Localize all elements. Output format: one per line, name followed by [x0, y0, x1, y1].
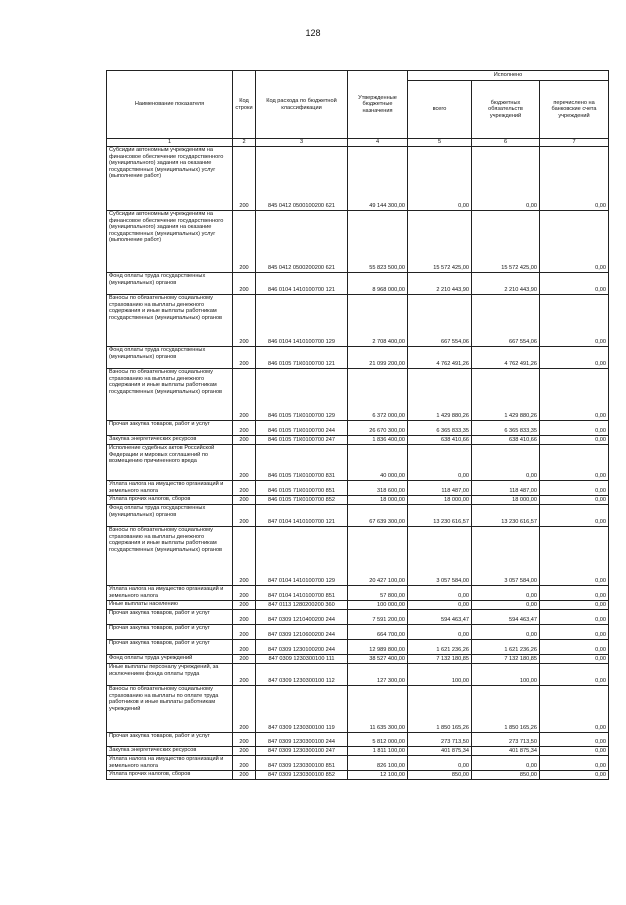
row-line-code-cell: 200: [233, 496, 256, 505]
row-transfers-cell: 0,00: [540, 505, 609, 527]
table-row: [107, 436, 609, 445]
row-total-cell: 0,00: [408, 586, 472, 601]
row-budget-code-cell: 847 0113 1280200200 360: [256, 601, 348, 610]
row-approved-cell: 20 427 100,00: [348, 527, 408, 586]
row-approved-cell: 55 823 500,00: [348, 211, 408, 273]
row-obligations-cell: 1 850 165,26: [472, 686, 540, 733]
row-name-cell: Взносы по обязательному социальному страхованию на выплаты денежного содержания и иные выплаты работникам государственных (муниципальных) органов: [107, 369, 233, 421]
page-number: 128: [305, 28, 321, 38]
row-total-cell: 6 365 833,35: [408, 421, 472, 436]
row-budget-code-cell: 847 0309 1230300100 119: [256, 686, 348, 733]
row-budget-code-cell: 847 0309 1230100200 244: [256, 640, 348, 655]
table-row: [107, 601, 609, 610]
row-name-cell: Закупка энергетических ресурсов: [107, 436, 233, 445]
row-obligations-cell: 18 000,00: [472, 496, 540, 505]
row-total-cell: 0,00: [408, 147, 472, 211]
row-approved-cell: 6 372 000,00: [348, 369, 408, 421]
row-budget-code-cell: 846 0105 71К0100700 851: [256, 481, 348, 496]
row-budget-code-cell: 847 0309 1230300100 112: [256, 664, 348, 686]
row-total-cell: 3 057 584,00: [408, 527, 472, 586]
row-name-cell: Иные выплаты населению: [107, 601, 233, 610]
row-line-code-cell: 200: [233, 586, 256, 601]
row-budget-code-cell: 847 0309 1230300100 852: [256, 771, 348, 780]
row-obligations-cell: 13 230 616,57: [472, 505, 540, 527]
table-row: [107, 496, 609, 505]
row-total-cell: 0,00: [408, 756, 472, 771]
row-name-cell: Взносы по обязательному социальному страхованию на выплаты денежного содержания и иные выплаты работникам государственных (муниципальных) органов: [107, 295, 233, 347]
row-name-cell: Фонд оплаты труда учреждений: [107, 655, 233, 664]
row-name-cell: Прочая закупка товаров, работ и услуг: [107, 610, 233, 625]
row-budget-code-cell: 847 0104 1410100700 121: [256, 505, 348, 527]
row-name-cell: Уплата налога на имущество организаций и земельного налога: [107, 586, 233, 601]
table-row: [107, 369, 609, 421]
row-line-code-cell: 200: [233, 505, 256, 527]
row-budget-code-cell: 847 0104 1410100700 129: [256, 527, 348, 586]
row-budget-code-cell: 846 0105 71К0100700 121: [256, 347, 348, 369]
header-name: Наименование показателя: [107, 71, 233, 139]
row-line-code-cell: 200: [233, 655, 256, 664]
row-transfers-cell: 0,00: [540, 610, 609, 625]
row-transfers-cell: 0,00: [540, 625, 609, 640]
row-line-code-cell: 200: [233, 601, 256, 610]
row-approved-cell: 49 144 300,00: [348, 147, 408, 211]
row-name-cell: Уплата налога на имущество организаций и земельного налога: [107, 481, 233, 496]
row-total-cell: 0,00: [408, 625, 472, 640]
column-number: 2: [233, 139, 256, 147]
column-number: 3: [256, 139, 348, 147]
row-line-code-cell: 200: [233, 610, 256, 625]
column-number: 1: [107, 139, 233, 147]
row-transfers-cell: 0,00: [540, 481, 609, 496]
row-budget-code-cell: 846 0105 71К0100700 831: [256, 445, 348, 481]
row-transfers-cell: 0,00: [540, 747, 609, 756]
row-name-cell: Уплата налога на имущество организаций и земельного налога: [107, 756, 233, 771]
row-line-code-cell: 200: [233, 747, 256, 756]
row-name-cell: Исполнение судебных актов Российской Федерации и мировых соглашений по возмещению причиненного вреда: [107, 445, 233, 481]
table-row: [107, 733, 609, 747]
row-obligations-cell: 1 621 236,26: [472, 640, 540, 655]
row-approved-cell: 18 000,00: [348, 496, 408, 505]
row-obligations-cell: 401 875,34: [472, 747, 540, 756]
row-name-cell: Прочая закупка товаров, работ и услуг: [107, 625, 233, 640]
row-name-cell: Закупка энергетических ресурсов: [107, 747, 233, 756]
row-transfers-cell: 0,00: [540, 147, 609, 211]
row-obligations-cell: 594 463,47: [472, 610, 540, 625]
table-row: [107, 686, 609, 733]
header-approved: Утвержденные бюджетные назначения: [348, 71, 408, 139]
row-line-code-cell: 200: [233, 771, 256, 780]
row-transfers-cell: 0,00: [540, 586, 609, 601]
row-name-cell: Уплата прочих налогов, сборов: [107, 496, 233, 505]
row-name-cell: Уплата прочих налогов, сборов: [107, 771, 233, 780]
row-transfers-cell: 0,00: [540, 756, 609, 771]
row-obligations-cell: 7 132 180,85: [472, 655, 540, 664]
row-obligations-cell: 15 572 425,00: [472, 211, 540, 273]
row-transfers-cell: 0,00: [540, 771, 609, 780]
row-total-cell: 15 572 425,00: [408, 211, 472, 273]
row-approved-cell: 127 300,00: [348, 664, 408, 686]
header-bank-transfers: перечислено на банковские счета учреждений: [540, 81, 609, 139]
row-line-code-cell: 200: [233, 436, 256, 445]
row-approved-cell: 11 635 300,00: [348, 686, 408, 733]
row-total-cell: 13 230 616,57: [408, 505, 472, 527]
row-approved-cell: 1 811 100,00: [348, 747, 408, 756]
table-row: [107, 295, 609, 347]
row-approved-cell: 5 812 000,00: [348, 733, 408, 747]
row-approved-cell: 12 100,00: [348, 771, 408, 780]
row-approved-cell: 1 836 400,00: [348, 436, 408, 445]
row-total-cell: 2 210 443,90: [408, 273, 472, 295]
row-obligations-cell: 2 210 443,90: [472, 273, 540, 295]
column-number: 7: [540, 139, 609, 147]
table-row: [107, 273, 609, 295]
row-total-cell: 594 463,47: [408, 610, 472, 625]
header-total: всего: [408, 81, 472, 139]
row-obligations-cell: 0,00: [472, 625, 540, 640]
row-transfers-cell: 0,00: [540, 273, 609, 295]
row-total-cell: 1 429 880,26: [408, 369, 472, 421]
table-row: [107, 445, 609, 481]
row-obligations-cell: 0,00: [472, 756, 540, 771]
row-budget-code-cell: 847 0104 1410100700 851: [256, 586, 348, 601]
header-budget-obligations: бюджетных обязательств учреждений: [472, 81, 540, 139]
header-executed: Исполнено: [408, 71, 609, 81]
row-obligations-cell: 667 554,06: [472, 295, 540, 347]
row-budget-code-cell: 845 0412 0500200200 621: [256, 211, 348, 273]
table-row: [107, 640, 609, 655]
row-obligations-cell: 3 057 584,00: [472, 527, 540, 586]
table-row: [107, 586, 609, 601]
row-total-cell: 0,00: [408, 445, 472, 481]
row-total-cell: 4 762 491,26: [408, 347, 472, 369]
row-approved-cell: 318 600,00: [348, 481, 408, 496]
row-line-code-cell: 200: [233, 421, 256, 436]
row-line-code-cell: 200: [233, 640, 256, 655]
table-row: [107, 211, 609, 273]
row-budget-code-cell: 846 0104 1410100700 129: [256, 295, 348, 347]
row-approved-cell: 38 527 400,00: [348, 655, 408, 664]
row-name-cell: Прочая закупка товаров, работ и услуг: [107, 733, 233, 747]
row-budget-code-cell: 847 0309 1210400200 244: [256, 610, 348, 625]
row-budget-code-cell: 847 0309 1210600200 244: [256, 625, 348, 640]
row-name-cell: Субсидии автономным учреждениям на финансовое обеспечение государственного (муниципального) задания на оказание государственных (муниципальных) услуг (выполнение работ): [107, 211, 233, 273]
row-name-cell: Фонд оплаты труда государственных (муниципальных) органов: [107, 505, 233, 527]
row-transfers-cell: 0,00: [540, 733, 609, 747]
row-total-cell: 118 487,00: [408, 481, 472, 496]
row-budget-code-cell: 845 0412 0500100200 621: [256, 147, 348, 211]
row-line-code-cell: 200: [233, 147, 256, 211]
table-row: [107, 625, 609, 640]
row-line-code-cell: 200: [233, 686, 256, 733]
row-line-code-cell: 200: [233, 445, 256, 481]
row-transfers-cell: 0,00: [540, 295, 609, 347]
row-obligations-cell: 0,00: [472, 601, 540, 610]
row-approved-cell: 826 100,00: [348, 756, 408, 771]
row-budget-code-cell: 846 0105 71К0100700 244: [256, 421, 348, 436]
row-obligations-cell: 0,00: [472, 147, 540, 211]
table-row: [107, 655, 609, 664]
row-name-cell: Фонд оплаты труда государственных (муниципальных) органов: [107, 347, 233, 369]
row-line-code-cell: 200: [233, 211, 256, 273]
row-approved-cell: 26 670 300,00: [348, 421, 408, 436]
row-transfers-cell: 0,00: [540, 211, 609, 273]
table-row: [107, 527, 609, 586]
budget-execution-table: [106, 70, 609, 780]
table-row: [107, 771, 609, 780]
column-number: 4: [348, 139, 408, 147]
row-transfers-cell: 0,00: [540, 436, 609, 445]
row-total-cell: 667 554,06: [408, 295, 472, 347]
row-line-code-cell: 200: [233, 481, 256, 496]
row-transfers-cell: 0,00: [540, 664, 609, 686]
row-name-cell: Субсидии автономным учреждениям на финансовое обеспечение государственного (муниципального) задания на оказание государственных (муниципальных) услуг (выполнение работ): [107, 147, 233, 211]
table-row: [107, 505, 609, 527]
row-total-cell: 0,00: [408, 601, 472, 610]
table-row: [107, 756, 609, 771]
table-row: [107, 610, 609, 625]
row-approved-cell: 40 000,00: [348, 445, 408, 481]
row-line-code-cell: 200: [233, 756, 256, 771]
row-approved-cell: 12 989 800,00: [348, 640, 408, 655]
row-approved-cell: 664 700,00: [348, 625, 408, 640]
row-total-cell: 100,00: [408, 664, 472, 686]
row-obligations-cell: 0,00: [472, 445, 540, 481]
row-name-cell: Фонд оплаты труда государственных (муниципальных) органов: [107, 273, 233, 295]
row-approved-cell: 100 000,00: [348, 601, 408, 610]
row-obligations-cell: 0,00: [472, 586, 540, 601]
row-obligations-cell: 6 365 833,35: [472, 421, 540, 436]
row-line-code-cell: 200: [233, 625, 256, 640]
table-row: [107, 421, 609, 436]
row-total-cell: 18 000,00: [408, 496, 472, 505]
row-budget-code-cell: 846 0104 1410100700 121: [256, 273, 348, 295]
row-obligations-cell: 850,00: [472, 771, 540, 780]
row-budget-code-cell: 846 0105 71К0100700 852: [256, 496, 348, 505]
row-total-cell: 638 410,66: [408, 436, 472, 445]
row-transfers-cell: 0,00: [540, 527, 609, 586]
header-line-code: Код строки: [233, 71, 256, 139]
row-approved-cell: 57 800,00: [348, 586, 408, 601]
header-budget-code: Код расхода по бюджетной классификации: [256, 71, 348, 139]
row-total-cell: 401 875,34: [408, 747, 472, 756]
row-transfers-cell: 0,00: [540, 369, 609, 421]
table-row: [107, 747, 609, 756]
row-approved-cell: 7 591 200,00: [348, 610, 408, 625]
table-row: [107, 147, 609, 211]
row-total-cell: 1 621 236,26: [408, 640, 472, 655]
row-line-code-cell: 200: [233, 369, 256, 421]
table-row: [107, 664, 609, 686]
row-transfers-cell: 0,00: [540, 655, 609, 664]
row-budget-code-cell: 847 0309 1230300100 851: [256, 756, 348, 771]
row-total-cell: 850,00: [408, 771, 472, 780]
row-transfers-cell: 0,00: [540, 601, 609, 610]
row-name-cell: Взносы по обязательному социальному страхованию на выплаты по оплате труда работников и иные выплаты работникам учреждений: [107, 686, 233, 733]
row-obligations-cell: 118 487,00: [472, 481, 540, 496]
row-obligations-cell: 4 762 491,26: [472, 347, 540, 369]
row-transfers-cell: 0,00: [540, 640, 609, 655]
row-transfers-cell: 0,00: [540, 445, 609, 481]
row-obligations-cell: 638 410,66: [472, 436, 540, 445]
row-approved-cell: 8 968 000,00: [348, 273, 408, 295]
column-number: 6: [472, 139, 540, 147]
table-row: [107, 347, 609, 369]
row-approved-cell: 2 708 400,00: [348, 295, 408, 347]
row-name-cell: Прочая закупка товаров, работ и услуг: [107, 421, 233, 436]
row-total-cell: 273 713,50: [408, 733, 472, 747]
row-total-cell: 7 132 180,85: [408, 655, 472, 664]
column-numbers-row: [107, 139, 609, 147]
row-approved-cell: 67 639 300,00: [348, 505, 408, 527]
row-name-cell: Иные выплаты персоналу учреждений, за исключением фонда оплаты труда: [107, 664, 233, 686]
row-budget-code-cell: 846 0105 71К0100700 129: [256, 369, 348, 421]
row-obligations-cell: 273 713,50: [472, 733, 540, 747]
column-number: 5: [408, 139, 472, 147]
row-budget-code-cell: 847 0309 1230300100 244: [256, 733, 348, 747]
row-budget-code-cell: 847 0309 1230300100 111: [256, 655, 348, 664]
row-line-code-cell: 200: [233, 347, 256, 369]
row-line-code-cell: 200: [233, 527, 256, 586]
row-total-cell: 1 850 165,26: [408, 686, 472, 733]
row-name-cell: Прочая закупка товаров, работ и услуг: [107, 640, 233, 655]
table-row: [107, 481, 609, 496]
row-transfers-cell: 0,00: [540, 347, 609, 369]
row-name-cell: Взносы по обязательному социальному страхованию на выплаты денежного содержания и иные выплаты работникам государственных (муниципальных) органов: [107, 527, 233, 586]
row-budget-code-cell: 847 0309 1230300100 247: [256, 747, 348, 756]
row-line-code-cell: 200: [233, 273, 256, 295]
row-obligations-cell: 100,00: [472, 664, 540, 686]
row-transfers-cell: 0,00: [540, 496, 609, 505]
row-line-code-cell: 200: [233, 664, 256, 686]
row-transfers-cell: 0,00: [540, 686, 609, 733]
row-line-code-cell: 200: [233, 295, 256, 347]
row-line-code-cell: 200: [233, 733, 256, 747]
row-transfers-cell: 0,00: [540, 421, 609, 436]
row-budget-code-cell: 846 0105 71К0100700 247: [256, 436, 348, 445]
row-approved-cell: 21 099 200,00: [348, 347, 408, 369]
row-obligations-cell: 1 429 880,26: [472, 369, 540, 421]
